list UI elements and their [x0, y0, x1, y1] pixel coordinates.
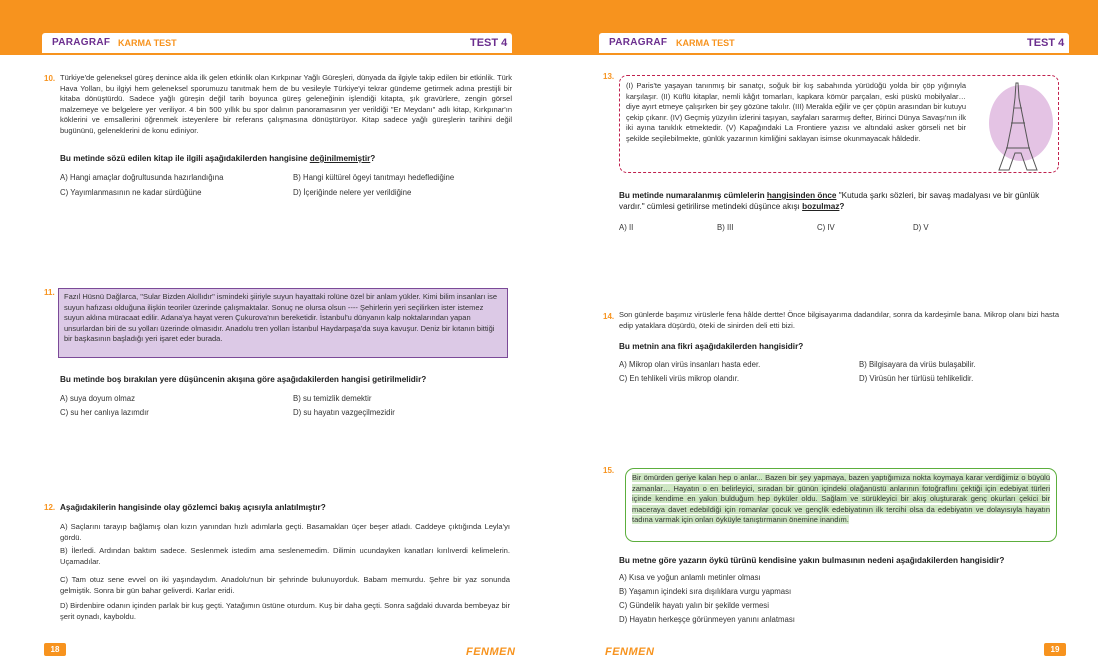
test-type: KARMA TEST [676, 38, 735, 48]
option-c[interactable]: C) IV [817, 223, 835, 232]
eiffel-tower-illustration [981, 78, 1057, 173]
option-c[interactable]: C) su her canlıya lazımdır [60, 408, 149, 417]
option-a[interactable]: A) II [619, 223, 634, 232]
option-c[interactable]: C) En tehlikeli virüs mikrop olandır. [619, 374, 740, 383]
question-15-paragraph: Bir ömürden geriye kalan hep o anlar... Bazen bir şey yapmaya, bazen yaptığımıza nokta koymaya karar verdiğimiz o büyülü zamanlar… Hayatın o en belirleyici, sıradan bir günün içindeki olağanüstü anlarının fotoğraflını çektiği için edebiyat türleri içinde kendime en yakın bulduğum hep öyküler oldu. Sağlam ve sürükleyici bir akış oluşturarak genç okurları çekici bir maceraya davet edebildiği için romanlar çocuk ve gençlik edebiyatının ilk tercihi olsa da edebiyatın ve dolayısıyla hayatın tadına varmak için onları öyküyle tanıştırmanın önemine inandım. [625, 468, 1057, 542]
option-d[interactable]: D) Hayatın herkeşçe görünmeyen yanını anlatması [619, 615, 795, 624]
question-12-stem: Aşağıdakilerin hangisinde olay gözlemci bakış açısıyla anlatılmıştır? [60, 503, 326, 512]
question-11-paragraph: Fazıl Hüsnü Dağlarca, "Sular Bizden Akıllıdır" ismindeki şiiriyle suyun hayattaki rolüne özel bir anlam yükler. Kimi bilim insanları ise suyun hafızası olduğuna ilişkin teoriler üzerinde çalışmaktalar. Sonuç ne olursa olsun ---- Şehirlerin yeri seçilirken ister istemez suyun aklına müracaat edilir. Adana'ya hayat veren Çukurova'nın bereketidir. İstanbul'u dünyanın kalp noktalarından yapan unsurlardan biri de su yolları üzerinde olmasıdır. Anadolu tren yolları İstanbul Haydarpaşa'da suya kavuşur. Deniz bir kıtanın bittiği bir başkasının başladığı yeri işaret eder burada. [58, 288, 508, 358]
question-13-stem: Bu metinde numaralanmış cümlelerin hangisinden önce "Kutuda şarkı sözleri, bir savaş madalyası ve bir günlük vardır." cümlesi getirilirse metindeki düşünce akışı bozulmaz? [619, 191, 1040, 211]
option-d[interactable]: D) Virüsün her türlüsü tehlikelidir. [859, 374, 974, 383]
test-number: TEST 4 [470, 37, 508, 49]
option-a[interactable]: A) Hangi amaçlar doğrultusunda hazırlandığına [60, 173, 224, 182]
option-b[interactable]: B) Bilgisayara da virüs bulaşabilir. [859, 360, 976, 369]
section-title: PARAGRAF [609, 37, 668, 48]
option-a[interactable]: A) suya doyum olmaz [60, 394, 135, 403]
question-number: 12. [44, 503, 56, 512]
page-number: 18 [44, 643, 66, 656]
question-number: 13. [603, 72, 615, 81]
question-number: 10. [44, 74, 56, 83]
publisher-logo: FENMEN [605, 646, 655, 658]
test-type: KARMA TEST [118, 38, 177, 48]
question-number: 11. [44, 288, 55, 297]
publisher-logo: FENMEN [466, 646, 516, 658]
option-d[interactable]: D) İçeriğinde nelere yer verildiğine [293, 188, 412, 197]
header-tab [599, 33, 1069, 53]
option-a[interactable]: A) Kısa ve yoğun anlamlı metinler olması [619, 573, 761, 582]
page-number: 19 [1044, 643, 1066, 656]
option-b[interactable]: B) III [717, 223, 734, 232]
right-page [549, 0, 1098, 670]
option-a[interactable]: A) Saçlarını tarayıp bağlamış olan kızın yanından hızlı adımlarla geçti. Basamakları üçer beşer atladı. Caddeye çıktığında Leyla'yı gördü. [60, 522, 510, 542]
section-title: PARAGRAF [52, 37, 111, 48]
header-tab [42, 33, 512, 53]
option-d[interactable]: D) Birdenbire odanın içinden parlak bir kuş geçti. Yatağımın üstüne oturdum. Kuş bir daha geçti. Sonra sağdaki duvarda bembeyaz bir şerit oynadı, kayboldu. [60, 601, 510, 621]
option-d[interactable]: D) su hayatın vazgeçilmezidir [293, 408, 395, 417]
question-14-paragraph: Son günlerde başımız virüslerle fena hâlde dertte! Önce bilgisayarıma dadandılar, sonra da kardeşimle bana. Mikrop olanı bizi hasta edip yataklara düşürdü, öteki de sinirden deli etti bizi. [619, 310, 1059, 330]
option-c[interactable]: C) Yayımlanmasının ne kadar sürdüğüne [60, 188, 202, 197]
option-b[interactable]: B) su temizlik demektir [293, 394, 372, 403]
question-number: 14. [603, 312, 615, 321]
option-b[interactable]: B) Yaşamın içindeki sıra dışılıklara vurgu yapması [619, 587, 792, 596]
question-10-paragraph: Türkiye'de geleneksel güreş denince akla ilk gelen etkinlik olan Kırkpınar Yağlı Güreşleri, dünyada da ilgiyle takip edilen bir etkinlik. Türk Hava Yolları, bu ilgiyi hem geleneksel sporumuzu tanıtmak hem de bu vesileyle Türkiye'yi tekrar gündeme getirmek adına prestijli bir kitaba dönüştürdü. Sadece yağlı güreşin değil tarih boyunca güreş geleneğinin işlendiği kitapta, şık gravürlere, zengin görsel malzemeye ve belgelere yer veriliyor. 4 bin 500 yıllık bu spor dalının panoramasının yer verildiği "Er Meydanı" adlı kitap, Kırkpınar'ın köklerini ve emsallerini öğrenmek isteyenlere bir referans çalışmasına dönüştürüyor. Kitap sadece yağlı güreşlerin tarihini değil bugününü, geleneklerini de konu ediniyor. [60, 73, 512, 135]
test-number: TEST 4 [1027, 37, 1065, 49]
question-14-stem: Bu metnin ana fikri aşağıdakilerden hangisidir? [619, 342, 804, 351]
question-10-stem: Bu metinde sözü edilen kitap ile ilgili aşağıdakilerden hangisine değinilmemiştir? [60, 154, 376, 163]
option-d[interactable]: D) V [913, 223, 929, 232]
question-11-stem: Bu metinde boş bırakılan yere düşüncenin akışına göre aşağıdakilerden hangisi getirilmelidir? [60, 375, 427, 384]
question-number: 15. [603, 466, 615, 475]
option-b[interactable]: B) İlerledi. Ardından baktım sadece. Seslenmek istedim ama seslenemedim. Dilimin ucundayken kanatları kırılıverdi kelimelerin. Uçamadılar. [60, 546, 510, 566]
option-c[interactable]: C) Tam otuz sene evvel on iki yaşındaydım. Anadolu'nun bir şehrinde bulunuyorduk. Babam memurdu. Şehre bir yaz sonunda gelmiştik. Sonra bir gün bahar geliverdi. Karlar eridi. [60, 575, 510, 595]
option-b[interactable]: B) Hangi kültürel ögeyi tanıtmayı hedeflediğine [293, 173, 455, 182]
question-13-paragraph: (I) Paris'te yaşayan tanınmış bir sanatçı, soğuk bir kış sabahında yürüdüğü yolda bir çöp yığınıyla karşılaşır. (II) Küflü kitaplar, nemli kâğıt tomarları, kapkara kömür parçaları, eski püskü mobilyalar… diye ayırt etmeye çalışırken bir şey gözüne takılır. (III) Merakla eğilir ve çer çöpün arasından bir kutuyu çekip çıkarır. (IV) Geçmiş yüzyılın izlerini taşıyan, sayfaları sararmış defter, Birinci Dünya Savaşı'nın ilk iki ayına tanıklık etmektedir. (V) Kapağındaki La Frontiere yazısı ve altındaki asker görseli net bir şekilde seçilebilmekte, günlük yazarının kimliğini saklayan isimse okunmayacak hâldedir. [626, 81, 966, 143]
option-a[interactable]: A) Mikrop olan virüs insanları hasta eder. [619, 360, 761, 369]
option-c[interactable]: C) Gündelik hayatı yalın bir şekilde vermesi [619, 601, 769, 610]
question-15-stem: Bu metne göre yazarın öykü türünü kendisine yakın bulmasının nedeni aşağıdakilerden hangisidir? [619, 556, 1005, 565]
